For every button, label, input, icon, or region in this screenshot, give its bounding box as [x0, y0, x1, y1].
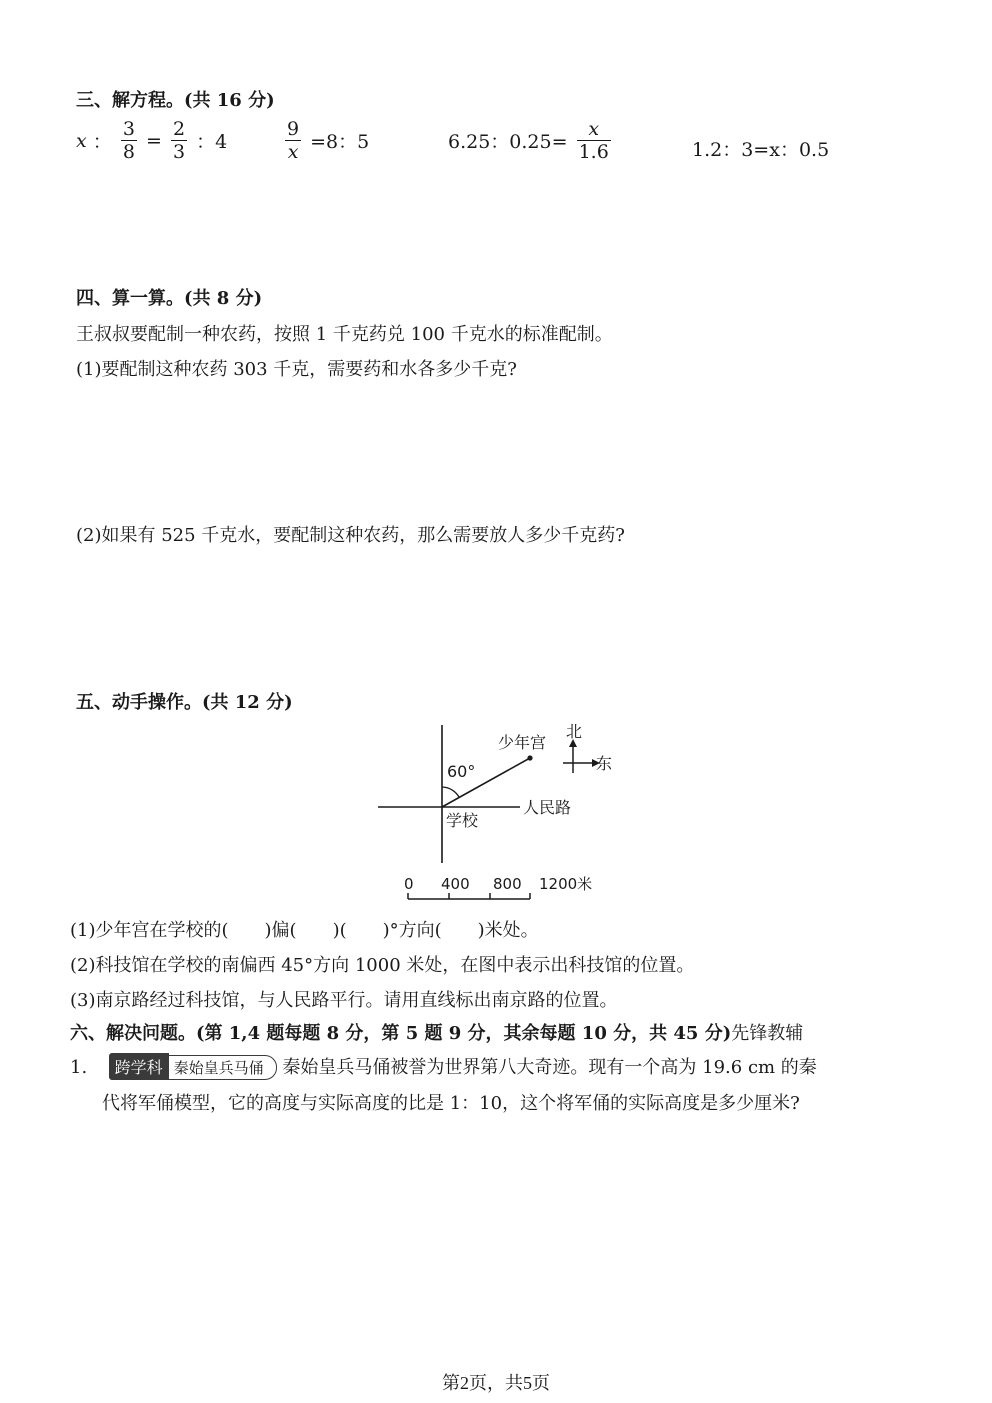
- angle-label: 60°: [447, 762, 476, 781]
- eq1-tail: ：4: [196, 131, 228, 153]
- equation-1: [76, 118, 227, 163]
- equation-2: [282, 118, 369, 163]
- eq1-x: x: [76, 129, 87, 152]
- question-1-number: 1.: [70, 1057, 88, 1078]
- eq2-tail: =8：5: [310, 131, 370, 153]
- section5-question-3: (3)南京路经过科技馆，与人民路平行。请用直线标出南京路的位置。: [70, 990, 618, 1011]
- eq1-fraction-1: [121, 118, 137, 163]
- road-label: 人民路: [523, 798, 572, 817]
- eq1-f2-numerator: 2: [172, 118, 186, 140]
- section5-question-1: (1)少年宫在学校的( )偏( )( )°方向( )米处。: [70, 920, 539, 941]
- scale-bar: [408, 893, 530, 899]
- section4-heading: 四、算一算。(共 8 分): [76, 288, 263, 309]
- eq3-head: 6.25：0.25=: [448, 131, 568, 153]
- equation-3: [448, 118, 614, 163]
- eq1-f1-denominator: 8: [122, 141, 135, 163]
- section6-watermark: 先锋教辅: [731, 1023, 804, 1044]
- eq1-f1-numerator: 3: [122, 118, 135, 140]
- direction-map-diagram: [370, 715, 640, 910]
- scale-label-400: 400: [441, 875, 470, 893]
- eq3-numerator: x: [577, 118, 611, 141]
- eq1-fraction-2: [171, 118, 187, 163]
- angle-arc: [442, 787, 459, 797]
- scale-label-800: 800: [493, 875, 522, 893]
- section4-intro: 王叔叔要配制一种农药，按照 1 千克药兑 100 千克水的标准配制。: [76, 324, 613, 345]
- palace-label: 少年宫: [498, 733, 547, 752]
- eq2-numerator: 9: [287, 118, 300, 140]
- compass-icon: [563, 739, 600, 773]
- eq3-fraction: [577, 118, 611, 163]
- east-label: 东: [596, 754, 613, 773]
- equation-4: 1.2：3=x：0.5: [692, 139, 830, 161]
- section3-heading: 三、解方程。(共 16 分): [76, 90, 275, 111]
- section5-question-2: (2)科技馆在学校的南偏西 45°方向 1000 米处，在图中表示出科技馆的位置。: [70, 955, 695, 976]
- eq1-equals: =: [145, 129, 162, 152]
- eq1-colon: ：: [92, 131, 112, 153]
- scale-label-1200: 1200米: [539, 875, 593, 893]
- section6-question-1-line-2: 代将军俑模型，它的高度与实际高度的比是 1：10，这个将军俑的实际高度是多少厘米?: [102, 1093, 800, 1114]
- section4-question-1: (1)要配制这种农药 303 千克，需要药和水各多少千克?: [76, 359, 517, 380]
- north-label: 北: [566, 722, 583, 741]
- school-label: 学校: [446, 811, 479, 830]
- page-number-footer: 第2页，共5页: [442, 1373, 550, 1393]
- eq3-denominator: 1.6: [578, 141, 609, 163]
- eq2-denominator: x: [287, 141, 299, 163]
- topic-tag: 秦始皇兵马俑: [167, 1055, 277, 1080]
- eq1-f2-denominator: 3: [172, 141, 186, 163]
- palace-point: [527, 755, 532, 760]
- eq2-fraction: [285, 118, 301, 163]
- section6-heading: 六、解决问题。(第 1,4 题每题 8 分，第 5 题 9 分，其余每题 10 分，共 45 分): [70, 1023, 732, 1044]
- section6-heading-row: [70, 1019, 803, 1045]
- section6-question-1-line-1: [70, 1053, 817, 1080]
- cross-subject-tag: 跨学科: [109, 1053, 169, 1080]
- scale-label-0: 0: [404, 875, 414, 893]
- question-1-text-line-1: 秦始皇兵马俑被誉为世界第八大奇迹。现有一个高为 19.6 cm 的秦: [282, 1057, 817, 1078]
- section5-heading: 五、动手操作。(共 12 分): [76, 692, 293, 713]
- section4-question-2: (2)如果有 525 千克水，要配制这种农药，那么需要放人多少千克药?: [76, 525, 625, 546]
